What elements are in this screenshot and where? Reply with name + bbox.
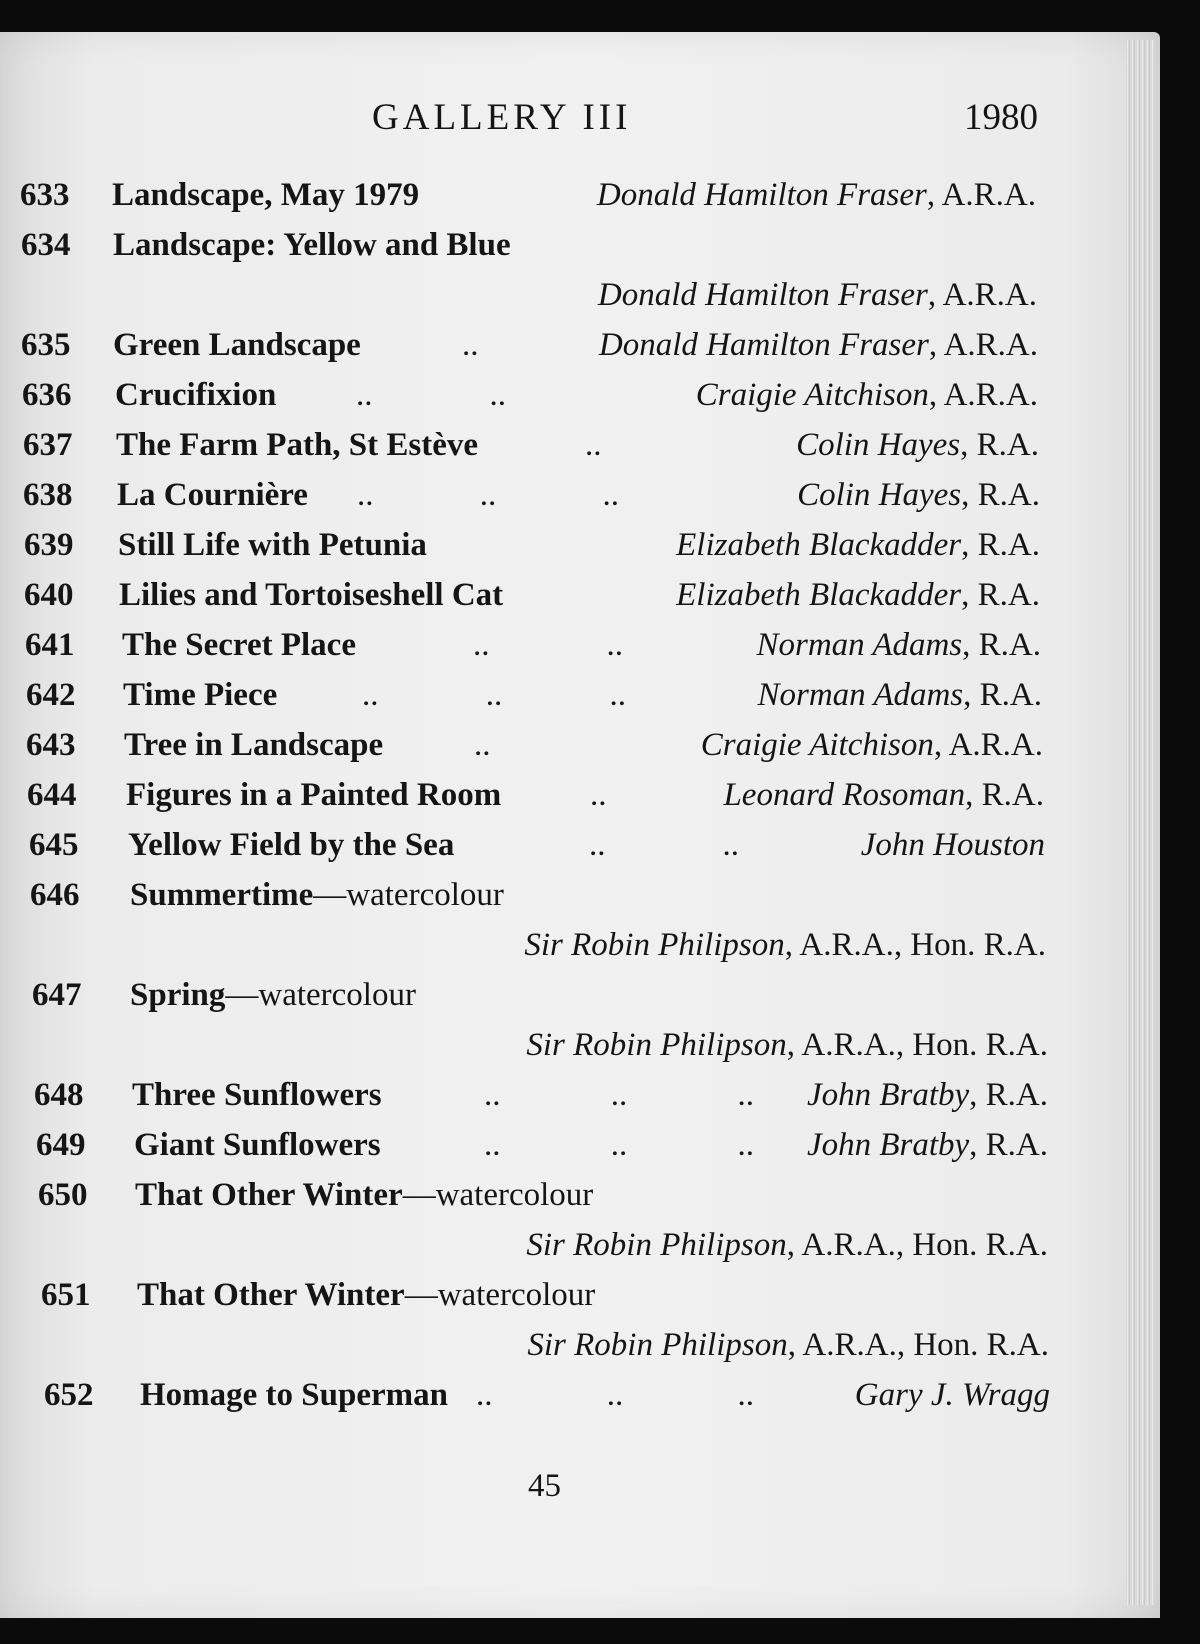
entry-title: Homage to Superman <box>140 1377 448 1413</box>
entry-artist: Elizabeth Blackadder, R.A. <box>676 527 1040 563</box>
entry-title: Time Piece <box>123 677 278 713</box>
catalogue-entry <box>22 372 1038 418</box>
entry-number: 635 <box>21 327 71 363</box>
entry-title: Three Sunflowers <box>132 1077 382 1113</box>
page-header <box>0 92 1040 142</box>
catalogue-entry <box>29 822 1045 868</box>
entry-artist: Craigie Aitchison, A.R.A. <box>695 377 1038 413</box>
entry-number: 652 <box>44 1377 94 1413</box>
entry-number: 636 <box>22 377 72 413</box>
entry-number: 641 <box>25 627 75 663</box>
catalogue-year: 1980 <box>964 97 1038 138</box>
entry-title: Crucifixion <box>115 377 277 413</box>
entry-artist: Donald Hamilton Fraser, A.R.A. <box>598 327 1038 363</box>
entry-artist-line <box>21 272 1037 318</box>
entry-artist: Sir Robin Philipson, A.R.A., Hon. R.A. <box>526 1227 1048 1263</box>
entry-artist: Sir Robin Philipson, A.R.A., Hon. R.A. <box>524 927 1046 963</box>
catalogue-entry <box>44 1372 1050 1418</box>
entry-artist: Donald Hamilton Fraser, A.R.A. <box>597 277 1037 313</box>
entry-number: 633 <box>20 177 70 213</box>
entry-number: 651 <box>41 1277 91 1313</box>
leader-dots: .. .. .. <box>476 1377 754 1413</box>
entry-artist: John Bratby, R.A. <box>806 1127 1048 1163</box>
leader-dots: .. .. .. <box>484 1077 754 1113</box>
entry-title: Spring—watercolour <box>130 977 416 1013</box>
entry-artist: Colin Hayes, R.A. <box>796 427 1039 463</box>
entry-artist-line <box>30 922 1046 968</box>
entry-number: 638 <box>23 477 73 513</box>
entry-artist: Donald Hamilton Fraser, A.R.A. <box>596 177 1036 213</box>
entry-number: 649 <box>36 1127 86 1163</box>
catalogue-entry <box>30 872 1046 918</box>
entry-artist: Colin Hayes, R.A. <box>797 477 1040 513</box>
entry-artist: Norman Adams, R.A. <box>757 677 1042 713</box>
entry-number: 650 <box>38 1177 88 1213</box>
entry-artist: Sir Robin Philipson, A.R.A., Hon. R.A. <box>527 1327 1049 1363</box>
entry-artist: John Bratby, R.A. <box>806 1077 1048 1113</box>
catalogue-entry <box>26 672 1042 718</box>
catalogue-entry <box>41 1272 1049 1318</box>
entry-artist: Craigie Aitchison, A.R.A. <box>700 727 1043 763</box>
catalogue-entry <box>23 422 1039 468</box>
leader-dots: .. .. .. <box>484 1127 754 1163</box>
catalogue-entry <box>32 972 1048 1018</box>
catalogue-entry <box>25 622 1041 668</box>
entry-number: 647 <box>32 977 82 1013</box>
catalogue-entry <box>21 322 1038 368</box>
entry-title: Tree in Landscape <box>124 727 384 763</box>
entry-title: That Other Winter—watercolour <box>135 1177 594 1213</box>
catalogue-entry <box>27 772 1044 818</box>
entry-artist: Gary J. Wragg <box>854 1377 1050 1413</box>
catalogue-entry <box>38 1172 1048 1218</box>
entry-title: Figures in a Painted Room <box>126 777 502 813</box>
entry-artist: Leonard Rosoman, R.A. <box>723 777 1044 813</box>
entry-number: 640 <box>24 577 74 613</box>
entry-title: Giant Sunflowers <box>134 1127 381 1163</box>
entry-artist-line <box>32 1022 1048 1068</box>
entry-title: Summertime—watercolour <box>130 877 504 913</box>
catalogue-entry <box>23 472 1040 518</box>
entry-title: The Secret Place <box>122 627 356 663</box>
entry-title: That Other Winter—watercolour <box>137 1277 596 1313</box>
catalogue-entry <box>21 222 1037 268</box>
catalogue-entry <box>24 572 1040 618</box>
entry-artist-line <box>38 1222 1048 1268</box>
entry-number: 648 <box>34 1077 84 1113</box>
catalogue-entry <box>36 1122 1048 1168</box>
entry-number: 645 <box>29 827 79 863</box>
entry-number: 639 <box>24 527 74 563</box>
page-number: 45 <box>528 1468 561 1504</box>
entry-artist: Elizabeth Blackadder, R.A. <box>676 577 1040 613</box>
leader-dots: .. <box>474 727 491 763</box>
entry-artist: Norman Adams, R.A. <box>756 627 1041 663</box>
entry-number: 634 <box>21 227 71 263</box>
entry-title: The Farm Path, St Estève <box>116 427 479 463</box>
leader-dots: .. <box>462 327 479 363</box>
entry-artist: John Houston <box>860 827 1045 863</box>
entry-title: Lilies and Tortoiseshell Cat <box>119 577 504 613</box>
entry-number: 643 <box>26 727 76 763</box>
leader-dots: .. .. <box>589 827 739 863</box>
catalogue-entry <box>24 522 1040 568</box>
leader-dots: .. .. .. <box>357 477 619 513</box>
entry-artist: Sir Robin Philipson, A.R.A., Hon. R.A. <box>526 1027 1048 1063</box>
entry-number: 646 <box>30 877 80 913</box>
entry-title: Still Life with Petunia <box>118 527 427 563</box>
entry-number: 642 <box>26 677 76 713</box>
leader-dots: .. .. <box>356 377 506 413</box>
entry-title: Yellow Field by the Sea <box>128 827 455 863</box>
entry-artist-line <box>41 1322 1049 1368</box>
gallery-title: GALLERY III <box>372 97 632 138</box>
entry-title: Landscape: Yellow and Blue <box>113 227 511 263</box>
leader-dots: .. .. .. <box>362 677 626 713</box>
entry-number: 637 <box>23 427 73 463</box>
catalogue-entry <box>26 722 1043 768</box>
entry-title: Green Landscape <box>113 327 361 363</box>
leader-dots: .. <box>590 777 607 813</box>
leader-dots: .. <box>585 427 602 463</box>
leader-dots: .. .. <box>473 627 623 663</box>
catalogue-entry <box>20 172 1036 218</box>
entry-number: 644 <box>27 777 77 813</box>
catalogue-entry <box>34 1072 1048 1118</box>
page-edge-stack <box>1126 40 1154 1605</box>
entry-title: La Cournière <box>117 477 308 513</box>
entry-title: Landscape, May 1979 <box>112 177 420 213</box>
